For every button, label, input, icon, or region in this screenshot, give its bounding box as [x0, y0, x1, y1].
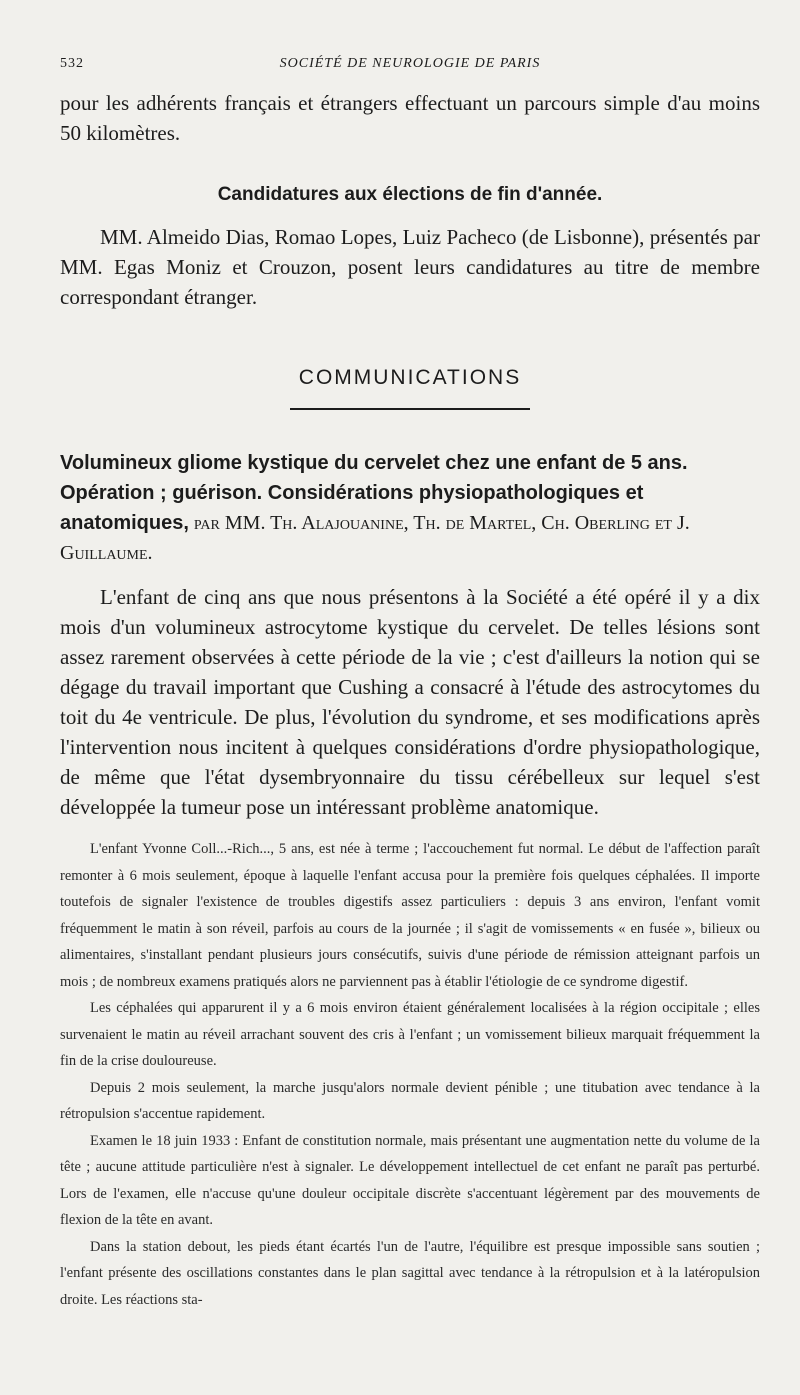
case-report [60, 836, 760, 1313]
candidatures-paragraph: MM. Almeido Dias, Romao Lopes, Luiz Pacheco (de Lisbonne), présentés par MM. Egas Moniz et Crouzon, posent leurs candidatures au titre de membre correspondant étranger. [60, 225, 760, 309]
article-title-block [60, 448, 760, 568]
candidatures-heading: Candidatures aux élections de fin d'année. [217, 184, 603, 205]
journal-title: SOCIÉTÉ DE NEUROLOGIE DE PARIS [279, 56, 541, 71]
article-title: Volumineux gliome kystique du cervelet chez une enfant de 5 ans. Opération ; guérison. Considérations physiopathologiques et anatomiques, [60, 452, 688, 534]
case-paragraph-5: Dans la station debout, les pieds étant écartés l'un de l'autre, l'équilibre est presque impossible sans soutien ; l'enfant présente des oscillations constantes dans le plan sagittal avec tendance à la rétropulsion et à la latéropulsion droite. Les réactions sta- [60, 1238, 760, 1308]
case-paragraph-2: Les céphalées qui apparurent il y a 6 mois environ étaient généralement localisées à la région occipitale ; elles survenaient le matin au réveil arrachant souvent des cris à l'enfant ; un vomissement bilieux marquait fréquemment la fin de la crise douloureuse. [60, 1000, 760, 1069]
case-paragraph-4: Examen le 18 juin 1933 : Enfant de constitution normale, mais présentant une augmentation nette du volume de la tête ; aucune attitude particulière n'est à signaler. Le développement intellectuel de cet enfant ne paraît pas perturbé. Lors de l'examen, elle n'accuse qu'une douleur occipitale discrète s'accentuant légèrement par des mouvements de flexion de la tête en avant. [60, 1132, 760, 1228]
case-paragraph-3: Depuis 2 mois seulement, la marche jusqu'alors normale devient pénible ; une titubation avec tendance à la rétropulsion s'accentue rapidement. [60, 1079, 760, 1122]
lead-paragraph: L'enfant de cinq ans que nous présentons à la Société a été opéré il y a dix mois d'un volumineux astrocytome kystique du cervelet. De telles lésions sont assez rarement observées à cette période de la vie ; c'est d'ailleurs la notion qui se dégage du travail important que Cushing a consacré à l'étude des astrocytomes du toit du 4e ventricule. De plus, l'évolution du syndrome, et ses modifications après l'intervention nous incitent à quelques considérations d'ordre physiopathologique, de même que l'état dysembryonnaire du tissu cérébelleux sur lequel s'est développée la tumeur pose un intéressant problème anatomique. [60, 585, 760, 819]
running-head [60, 48, 760, 88]
case-paragraph-1: L'enfant Yvonne Coll...-Rich..., 5 ans, est née à terme ; l'accouchement fut normal. Le début de l'affection paraît remonter à 6 mois seulement, époque à laquelle l'enfant accusa pour la première fois quelques céphalées. Il importe toutefois de signaler l'existence de troubles digestifs assez particuliers : depuis 3 ans environ, l'enfant vomit fréquemment le matin à son réveil, parfois au cours de la journée ; il s'agit de vomissements « en fusée », bilieux ou alimentaires, s'installant pendant plusieurs jours consécutifs, suivis d'une période de rémission atteignant parfois un mois ; de nombreux examens pratiqués alors ne parviennent pas à établir l'étiologie de ce syndrome digestif. [60, 841, 760, 990]
intro-paragraph: pour les adhérents français et étrangers effectuant un parcours simple d'au moins 50 kilomètres. [60, 91, 760, 145]
section-rule [290, 408, 530, 410]
article-authors: par MM. Th. Alajouanine, Th. de Martel, Ch. Oberling et J. Guillaume. [60, 512, 690, 564]
communications-heading: COMMUNICATIONS [298, 366, 522, 389]
page-number: 532 [60, 56, 84, 71]
